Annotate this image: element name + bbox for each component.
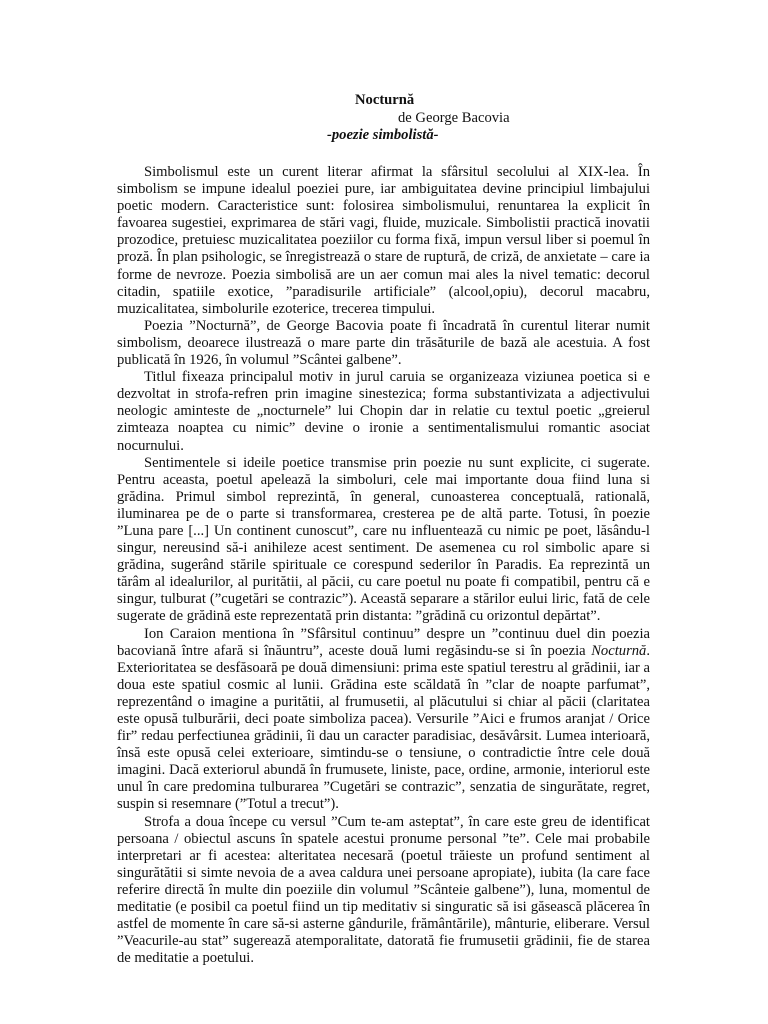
poem-title-italic: Nocturnă: [591, 642, 647, 659]
paragraph-strofa-doua: Strofa a doua începe cu versul ”Cum te-am asteptat”, în care este greu de identificat persoana / obiectul ascuns în spatele acestui pronume personal ”te”. Cele mai probabile interpretari ar fi acestea: alteritatea necesară (poetul trăieste un profund sentiment al singurătătii si simte nevoia de a avea caldura unei persoane apropiate), iubita (la care face referire directă în multe din poeziile din volumul ”Scânteie galbene”), luna, momentul de meditatie (e posibil ca poetul fiind un tip meditativ si singuratic să isi găsească plăcerea în astfel de momente în care să-si asterne gândurile, frământările), mânturie, eliberare. Versul ”Veacurile-au stat” sugerează atemporalitate, datorată fie frumusetii grădinii, fie de starea de meditatie a poetului.: [117, 813, 650, 967]
author-line: de George Bacovia: [398, 110, 510, 126]
document-body: [117, 164, 650, 967]
document-subtitle: -poezie simbolistă-: [327, 127, 439, 143]
paragraph-caraion: [117, 626, 650, 814]
paragraph-caraion-start: Ion Caraion mentiona în ”Sfârsitul continuu” despre un ”continuu duel din poezia bacoviană între afară si înăuntru”, aceste două lumi regăsindu-se si în poezia: [117, 625, 650, 659]
paragraph-simbolism: Simbolismul este un curent literar afirmat la sfârsitul secolului al XIX-lea. În simbolism se impune idealul poeziei pure, iar ambiguitatea devine principiul limbajului poetic modern. Caracteristice sunt: folosirea simbolismului, renuntarea la explicit în favoarea sugestiei, exprimarea de stări vagi, fluide, muzicale. Simbolistii practică inovatii prozodice, pretuiesc muzicalitatea poeziilor cu forma fixă, impun versul liber si poemul în proză. În plan psihologic, se înregistrează o stare de ruptură, de criză, de anxietate – care ia forme de nevroze. Poezia simbolisă are un aer comun mai ales la nivel tematic: decorul citadin, spatiile exotice, ”paradisurile artificiale” (alcool,opiu), decorul macabru, muzicalitatea, simbolurile ezoterice, trecerea timpului.: [117, 164, 650, 317]
paragraph-simboluri: Sentimentele si ideile poetice transmise prin poezie nu sunt explicite, ci sugerate. Pentru aceasta, poetul apelează la simboluri, cele mai importante doua fiind luna si grădina. Primul simbol reprezintă, în general, cunoasterea conceptuală, ratională, iluminarea pe de o parte si transformarea, cresterea pe de altă parte. Totusi, în poezie ”Luna pare [...] Un continent cunoscut”, care nu influentează cu nimic pe poet, lăsându-l singur, nereusind să-i anihileze acest sentiment. De asemenea cu rol simbolic apare si grădina, sugerând stările spirituale ce corespund sederilor în Paradis. Ea reprezintă un tărâm al idealurilor, al puritătii, al păcii, cu care poetul nu poate fi compatibil, pentru că e singur, tulburat (”cugetări se contrazic”). Această separare a stărilor eului liric, fată de cele sugerate de grădină este reprezentată prin distanta: ”grădină cu orizontul depărtat”.: [117, 454, 650, 625]
paragraph-titlu: Titlul fixeaza principalul motiv in jurul caruia se organizeaza viziunea poetica si e dezvoltat in strofa-refren prin imagine sinestezica; forma substantivizata a adjectivului neologic aminteste de „nocturnele” lui Chopin dar in relatie cu textul poetic „greierul zimteaza noaptea cu nimic” devine o ironie a sentimentalismului romantic asociat nocurnului.: [117, 369, 650, 454]
paragraph-incadrare: Poezia ”Nocturnă”, de George Bacovia poate fi încadrată în curentul literar numit simbolism, deoarece ilustrează o mare parte din trăsăturile de bază ale acestuia. A fost publicată în 1926, în volumul ”Scântei galbene”.: [117, 317, 650, 369]
document-title: Nocturnă: [355, 92, 415, 108]
paragraph-caraion-rest: . Exterioritatea se desfăsoară pe două dimensiuni: prima este spatiul terestru al grădinii, iar a doua este spatiul cosmic al lunii. Grădina este scăldată în ”clar de noapte parfumat”, reprezentând o imagine a puritătii, al frumusetii, al plăcutului si chiar al păcii (claritatea este opusă tulburării, deci poate simboliza pacea). Versurile ”Aici e frumos aranjat / Orice fir” redau perfectiunea grădinii, îi dau un caracter paradisiac, desăvârsit. Lumea interioară, însă este opusă celei exterioare, simtindu-se o tensiune, o contradictie între cele două imagini. Dacă exteriorul abundă în frumusete, liniste, pace, ordine, armonie, interiorul este unul în care predomina tulburarea ”Cugetări se contrazic”, senzatia de singurătate, regret, suspin si resemnare (”Totul a trecut”).: [117, 642, 650, 813]
